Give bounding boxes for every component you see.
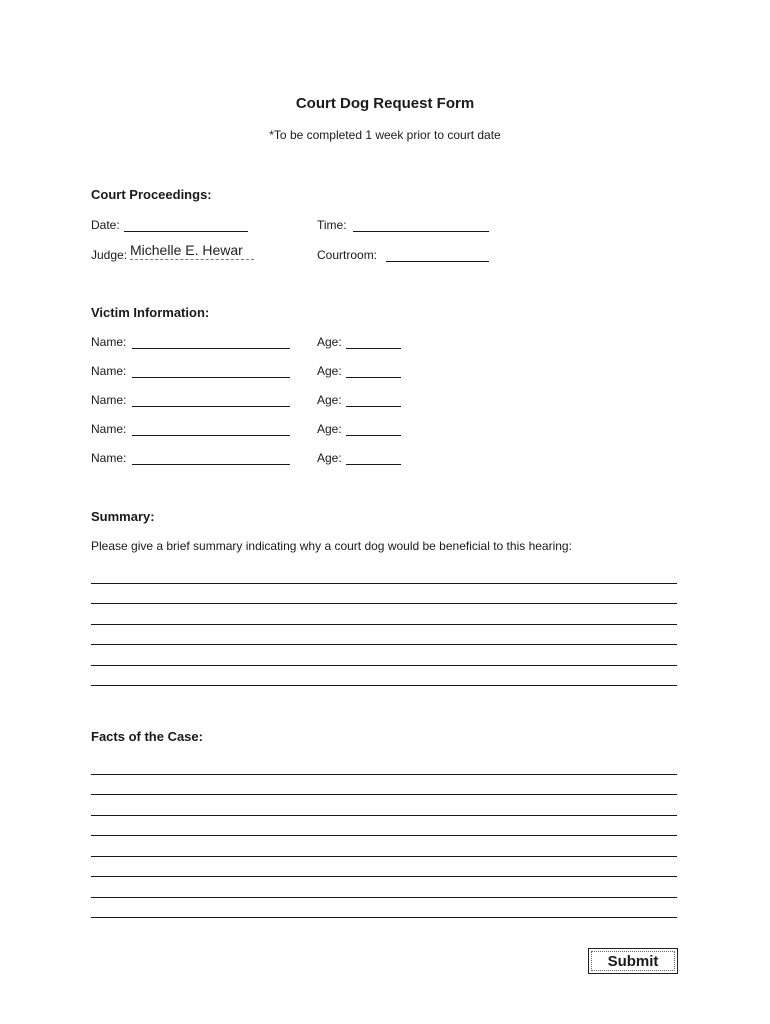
facts-line[interactable]: [91, 821, 677, 836]
summary-line[interactable]: [91, 569, 677, 584]
victim-name-label: Name:: [91, 422, 127, 436]
facts-line[interactable]: [91, 903, 677, 918]
victim-age-field[interactable]: [346, 393, 401, 407]
victim-age-label: Age:: [317, 335, 342, 349]
summary-line[interactable]: [91, 589, 677, 604]
victim-name-label: Name:: [91, 393, 127, 407]
victim-age-label: Age:: [317, 422, 342, 436]
victim-age-field[interactable]: [346, 451, 401, 465]
facts-line[interactable]: [91, 862, 677, 877]
time-label: Time:: [317, 218, 347, 232]
summary-line[interactable]: [91, 630, 677, 645]
victim-age-field[interactable]: [346, 364, 401, 378]
victim-name-label: Name:: [91, 451, 127, 465]
facts-line[interactable]: [91, 883, 677, 898]
court-proceedings-heading: Court Proceedings:: [91, 187, 212, 202]
date-label: Date:: [91, 218, 120, 232]
victim-age-field[interactable]: [346, 422, 401, 436]
victim-age-label: Age:: [317, 451, 342, 465]
submit-button-label: Submit: [591, 951, 675, 971]
victim-name-field[interactable]: [132, 335, 290, 349]
facts-heading: Facts of the Case:: [91, 729, 203, 744]
facts-line[interactable]: [91, 801, 677, 816]
judge-label: Judge:: [91, 248, 128, 262]
summary-heading: Summary:: [91, 509, 155, 524]
submit-button[interactable]: [588, 948, 678, 974]
victim-name-field[interactable]: [132, 451, 290, 465]
victim-name-field[interactable]: [132, 393, 290, 407]
victim-information-heading: Victim Information:: [91, 305, 210, 320]
victim-age-label: Age:: [317, 393, 342, 407]
date-field[interactable]: [124, 218, 248, 232]
time-field[interactable]: [353, 218, 489, 232]
victim-age-field[interactable]: [346, 335, 401, 349]
facts-line[interactable]: [91, 842, 677, 857]
facts-line[interactable]: [91, 780, 677, 795]
courtroom-label: Courtroom:: [317, 248, 378, 262]
form-title: Court Dog Request Form: [295, 95, 475, 112]
courtroom-field[interactable]: [386, 248, 489, 262]
summary-line[interactable]: [91, 671, 677, 686]
summary-line[interactable]: [91, 610, 677, 625]
summary-prompt: Please give a brief summary indicating why a court dog would be beneficial to this hearing:: [91, 539, 572, 553]
victim-name-field[interactable]: [132, 422, 290, 436]
form-subtitle: *To be completed 1 week prior to court date: [269, 128, 501, 142]
victim-age-label: Age:: [317, 364, 342, 378]
judge-field[interactable]: Michelle E. Hewar: [130, 243, 254, 260]
facts-line[interactable]: [91, 760, 677, 775]
summary-line[interactable]: [91, 651, 677, 666]
victim-name-label: Name:: [91, 364, 127, 378]
victim-name-label: Name:: [91, 335, 127, 349]
victim-name-field[interactable]: [132, 364, 290, 378]
